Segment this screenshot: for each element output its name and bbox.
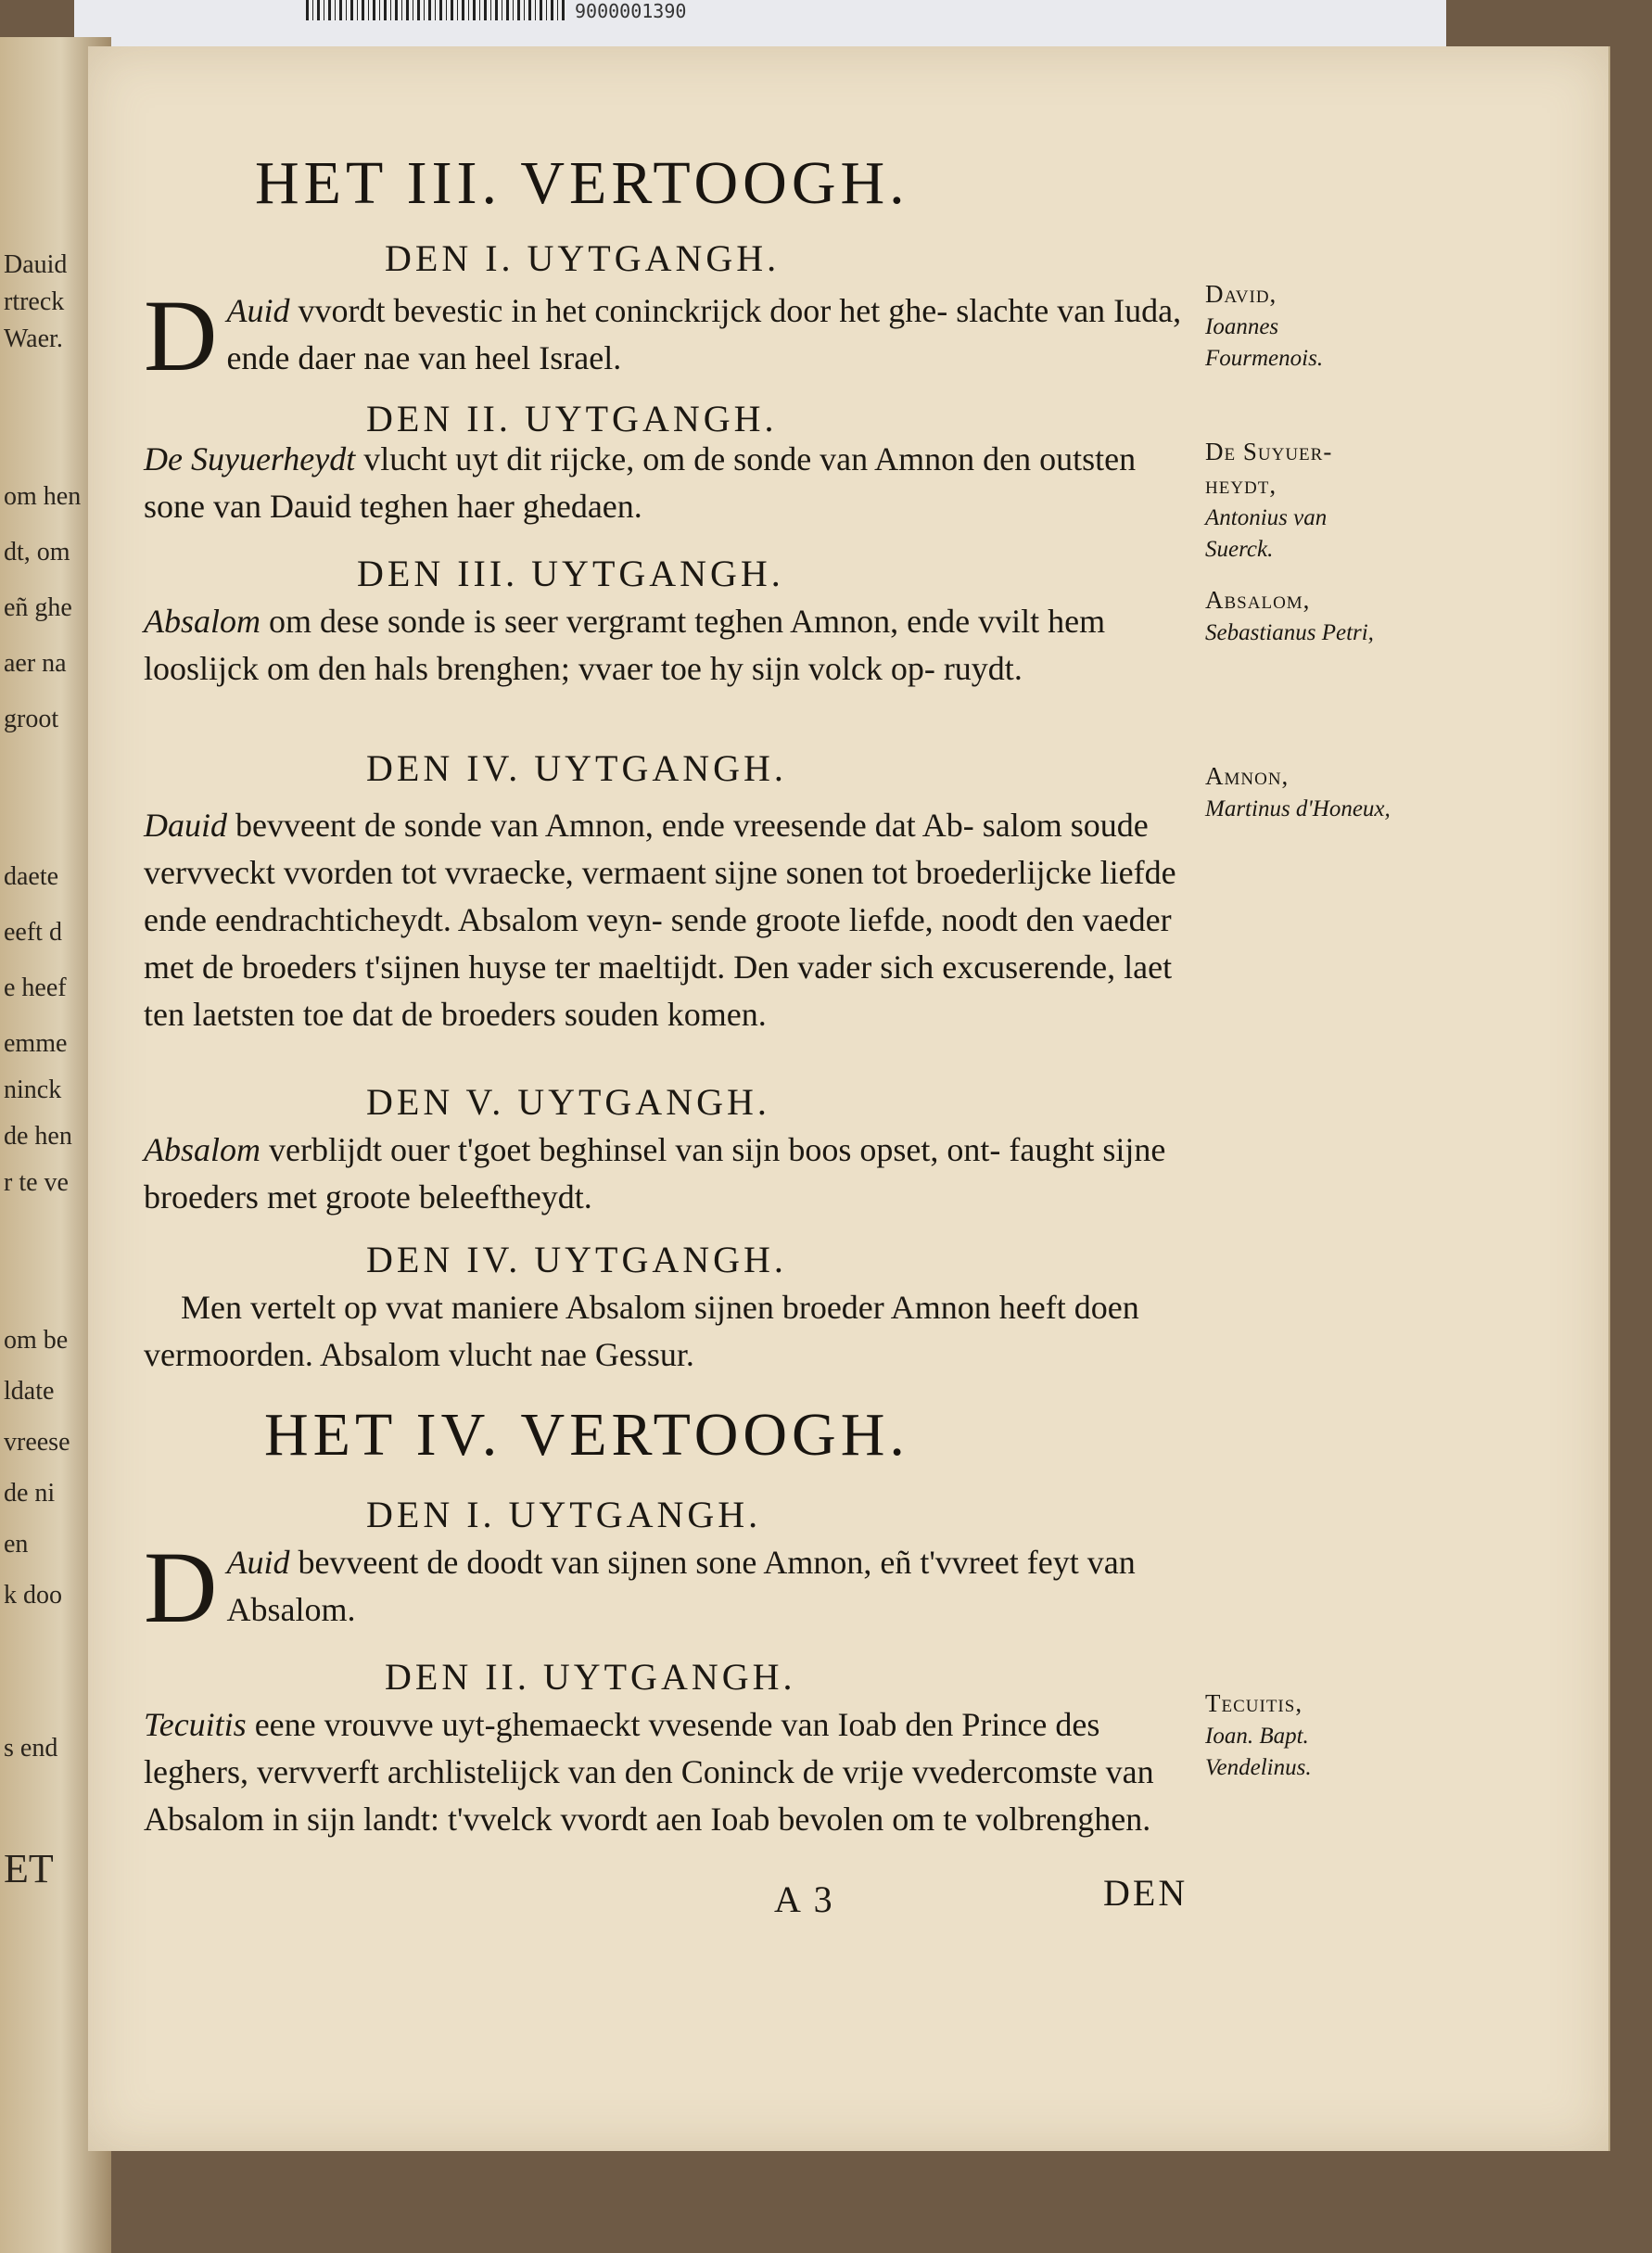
- margin-note: [1205, 436, 1391, 566]
- exit-text: [144, 1126, 1191, 1221]
- facing-fragment: de hen: [4, 1122, 72, 1151]
- lead-word: Tecuitis: [144, 1706, 247, 1743]
- facing-fragment: daete: [4, 862, 59, 891]
- actor-name: Ioannes Fourmenois.: [1205, 314, 1324, 371]
- book-page: [88, 46, 1610, 2151]
- role-name: De Suyuer- heydt,: [1205, 438, 1333, 499]
- facing-fragment: eeft d: [4, 918, 62, 947]
- exit-text: [144, 1284, 1191, 1379]
- lead-word: De Suyuerheydt: [144, 440, 356, 477]
- facing-fragment: ninck: [4, 1076, 62, 1104]
- exit-text: [144, 1531, 1191, 1644]
- facing-fragment: en: [4, 1530, 29, 1559]
- exit-heading: DEN V. UYTGANGH.: [366, 1081, 770, 1123]
- role-name: Absalom,: [1205, 586, 1311, 614]
- exit-text: [144, 802, 1191, 1038]
- barcode: [306, 0, 565, 20]
- exit-heading: DEN II. UYTGANGH.: [366, 398, 778, 439]
- facing-fragment: s end: [4, 1734, 58, 1763]
- actor-name: Antonius van Suerck.: [1205, 505, 1328, 562]
- lead-word: Dauid: [144, 807, 227, 844]
- exit-body: vvordt bevestic in het coninckrijck door het ghe- slachte van Iuda, ende daer nae van heel Israel.: [226, 292, 1182, 376]
- margin-note: [1205, 760, 1391, 825]
- actor-name: Ioan. Bapt. Vendelinus.: [1205, 1724, 1312, 1780]
- exit-body: vlucht uyt dit rijcke, om de sonde van Amnon den outsten sone van Dauid teghen haer ghedaen.: [144, 440, 1137, 525]
- facing-fragment: de ni: [4, 1479, 56, 1508]
- exit-text: [144, 1701, 1191, 1843]
- facing-fragment: emme: [4, 1029, 68, 1058]
- exit-heading: DEN II. UYTGANGH.: [385, 1656, 796, 1698]
- exit-body: bevveent de doodt van sijnen sone Amnon, eñ t'vvreet feyt van Absalom.: [226, 1544, 1136, 1628]
- facing-fragment: r te ve: [4, 1168, 69, 1197]
- catchword: DEN: [1103, 1872, 1188, 1914]
- slip-number: 9000001390: [575, 0, 687, 22]
- facing-fragment: ldate: [4, 1377, 55, 1406]
- facing-fragment: rtreck: [4, 287, 65, 316]
- facing-fragment: groot: [4, 705, 59, 733]
- margin-note: [1205, 278, 1391, 375]
- lead-word: Absalom: [144, 1131, 261, 1168]
- lead-word: Auid: [226, 292, 290, 329]
- drop-cap: D: [144, 279, 218, 392]
- role-name: Amnon,: [1205, 762, 1290, 790]
- facing-fragment: aer na: [4, 649, 67, 678]
- exit-heading: DEN I. UYTGANGH.: [366, 1494, 762, 1535]
- actor-name: Sebastianus Petri,: [1205, 620, 1374, 645]
- exit-body: Men vertelt op vvat maniere Absalom sijnen broeder Amnon heeft doen vermoorden. Absalom vlucht nae Gessur.: [144, 1289, 1139, 1373]
- signature-mark: A 3: [774, 1878, 835, 1920]
- act-title: HET IV. VERTOOGH.: [264, 1401, 909, 1469]
- facing-fragment: om hen: [4, 482, 82, 511]
- facing-fragment: Dauid: [4, 250, 68, 279]
- facing-fragment: eñ ghe: [4, 593, 72, 622]
- facing-fragment: Waer.: [4, 325, 63, 353]
- exit-heading: DEN IV. UYTGANGH.: [366, 747, 787, 789]
- drop-cap: D: [144, 1531, 218, 1644]
- lead-word: Auid: [226, 1544, 290, 1581]
- exit-heading: DEN III. UYTGANGH.: [357, 553, 784, 594]
- role-name: David,: [1205, 280, 1277, 308]
- facing-fragment: dt, om: [4, 538, 70, 566]
- facing-fragment: vreese: [4, 1428, 70, 1457]
- exit-body: om dese sonde is seer vergramt teghen Amnon, ende vvilt hem looslijck om den hals brenghen; vvaer toe hy sijn volck op- ruydt.: [144, 603, 1106, 687]
- exit-body: eene vrouvve uyt-ghemaeckt vvesende van Ioab den Prince des leghers, vervverft archlistelijck van den Coninck de vrije vvedercomste van Absalom in sijn landt: t'vvelck vvordt aen Ioab bevolen om te volbrenghen.: [144, 1706, 1154, 1838]
- facing-fragment: ET: [4, 1846, 54, 1891]
- role-name: Tecuitis,: [1205, 1689, 1303, 1717]
- exit-text: [144, 279, 1191, 392]
- margin-note: [1205, 584, 1391, 649]
- exit-body: verblijdt ouer t'goet beghinsel van sijn boos opset, ont- faught sijne broeders met groote beleeftheydt.: [144, 1131, 1166, 1216]
- exit-text: [144, 598, 1191, 693]
- exit-body: bevveent de sonde van Amnon, ende vreesende dat Ab- salom soude vervveckt vvorden tot vvraecke, vermaent sijne sonen tot broederlijcke liefde ende eendrachticheydt. Absalom veyn- sende groote liefde, noodt den vaeder met de broeders t'sijnen huyse ter maeltijdt. Den vader sich excuserende, laet ten laetsten toe dat de broeders souden komen.: [144, 807, 1176, 1033]
- exit-text: [144, 436, 1191, 530]
- facing-fragment: k doo: [4, 1581, 62, 1610]
- exit-heading: DEN IV. UYTGANGH.: [366, 1239, 787, 1280]
- margin-note: [1205, 1687, 1391, 1784]
- facing-fragment: e heef: [4, 974, 67, 1002]
- facing-fragment: om be: [4, 1326, 69, 1355]
- act-title: HET III. VERTOOGH.: [255, 149, 909, 217]
- actor-name: Martinus d'Honeux,: [1205, 796, 1391, 821]
- lead-word: Absalom: [144, 603, 261, 640]
- exit-heading: DEN I. UYTGANGH.: [385, 237, 781, 279]
